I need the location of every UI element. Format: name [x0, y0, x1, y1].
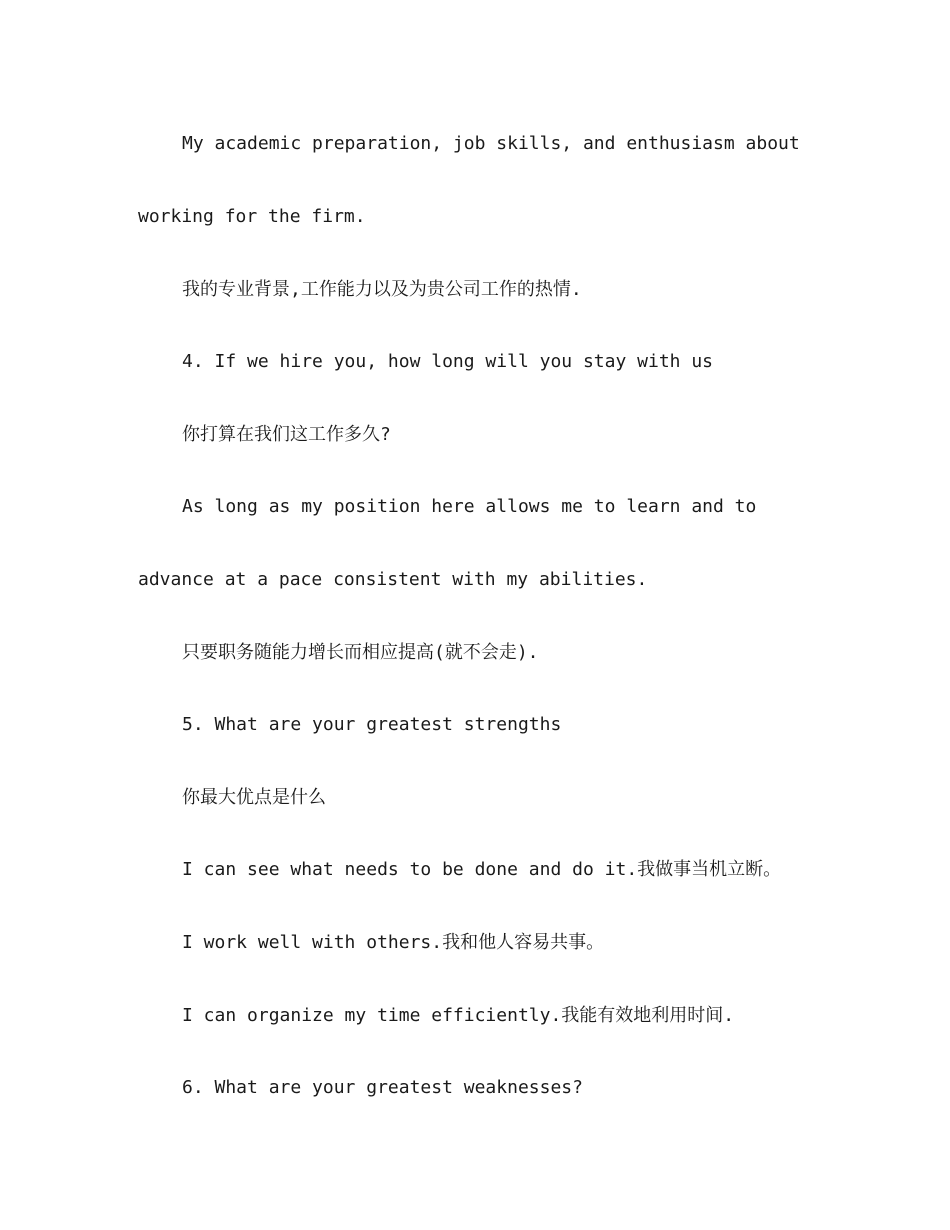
text-line: advance at a pace consistent with my abilities.	[138, 569, 648, 590]
text-line: 你打算在我们这工作多久?	[182, 424, 391, 445]
text-line: 你最大优点是什么	[182, 787, 326, 808]
text-line: 只要职务随能力增长而相应提高(就不会走).	[182, 642, 539, 663]
text-line: working for the firm.	[138, 206, 366, 227]
text-line: 4. If we hire you, how long will you stay with us	[182, 351, 714, 372]
text-line: 6. What are your greatest weaknesses?	[182, 1077, 583, 1098]
text-line: 我的专业背景,工作能力以及为贵公司工作的热情.	[182, 279, 582, 300]
text-line: I work well with others.我和他人容易共事。	[182, 932, 605, 953]
text-line: 5. What are your greatest strengths	[182, 714, 562, 735]
text-line: I can organize my time efficiently.我能有效地利用时间.	[182, 1005, 735, 1026]
text-line: I can see what needs to be done and do it.我做事当机立断。	[182, 859, 782, 880]
text-line: My academic preparation, job skills, and enthusiasm about	[182, 133, 800, 154]
text-line: As long as my position here allows me to learn and to	[182, 496, 757, 517]
